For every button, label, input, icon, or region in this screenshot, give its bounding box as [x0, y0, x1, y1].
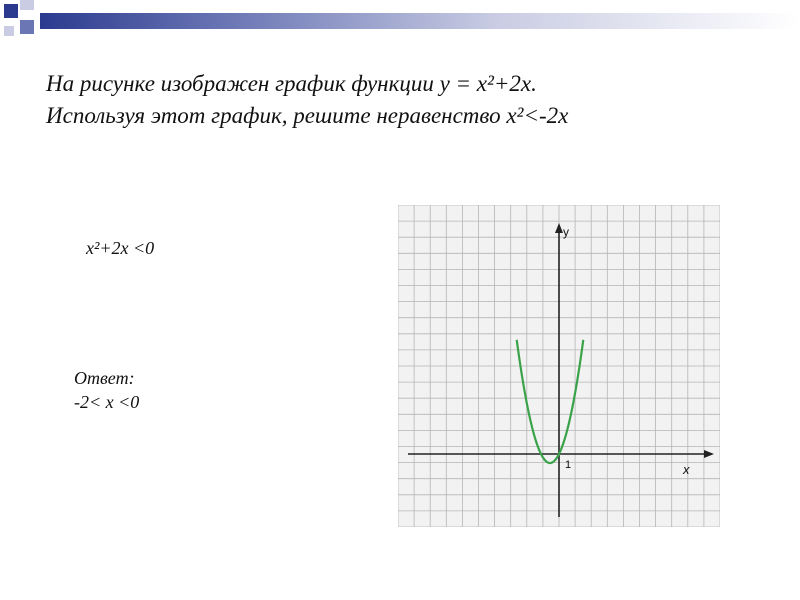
x-axis-label: x [683, 462, 690, 477]
decor-square-1 [4, 4, 18, 18]
decor-square-4 [4, 26, 14, 36]
unit-label: 1 [565, 459, 572, 471]
slide-header-decoration [0, 0, 800, 50]
answer-value: -2< x <0 [74, 392, 140, 412]
answer-block [74, 366, 139, 414]
decor-square-2 [20, 0, 34, 10]
problem-statement [46, 68, 766, 132]
graph-svg [398, 205, 720, 527]
work-inequality: x²+2x <0 [86, 238, 155, 258]
problem-line-2: Используя этот график, решите неравенство x²<-2x [46, 103, 569, 128]
answer-label: Ответ: [74, 368, 135, 388]
problem-line-1: На рисунке изображен график функции y = x²+2x. [46, 71, 537, 96]
y-axis-label: y [563, 225, 569, 239]
header-gradient-bar [40, 13, 800, 29]
decor-square-3 [20, 20, 34, 34]
function-graph [398, 205, 720, 527]
